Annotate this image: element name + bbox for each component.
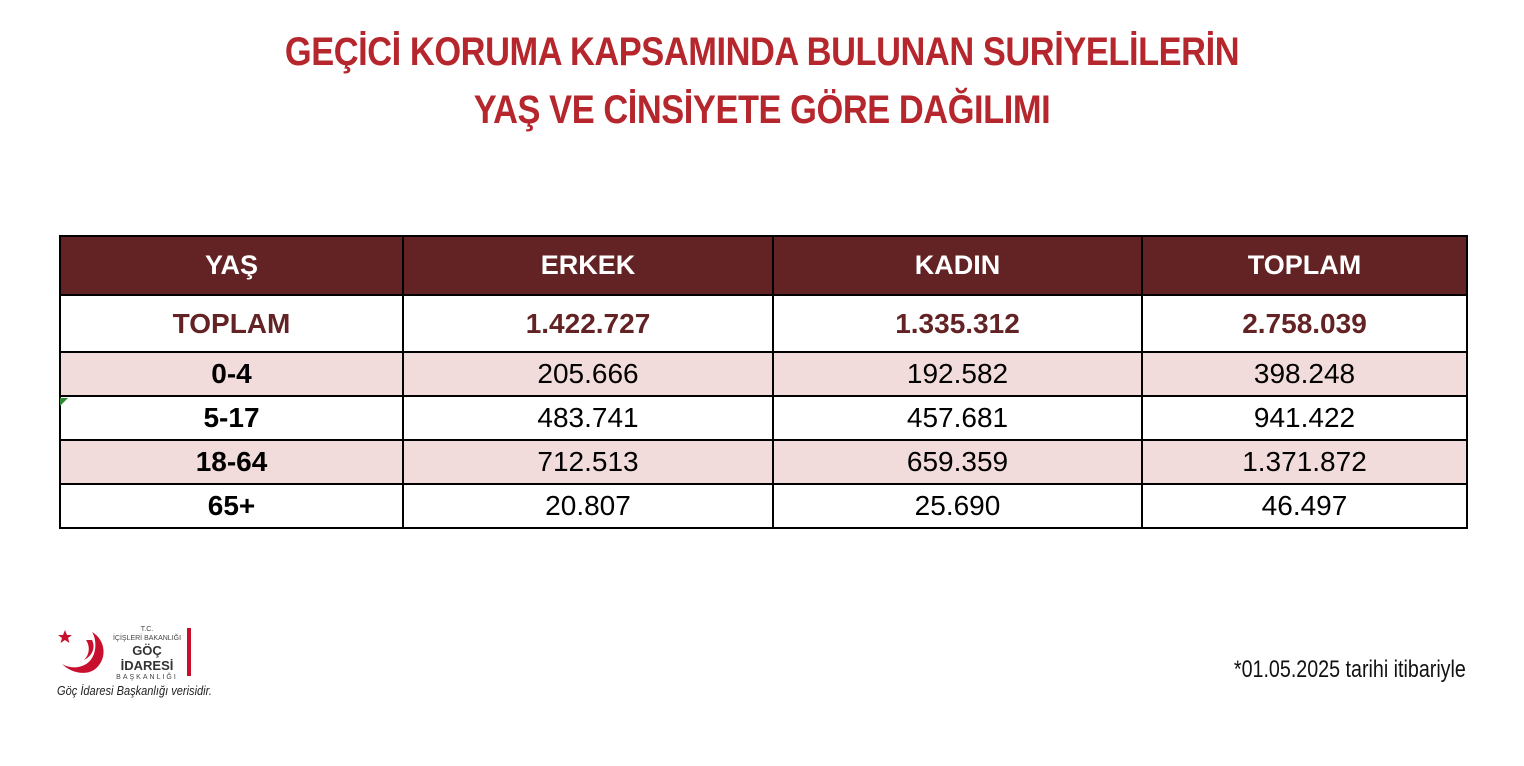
table-total-row [60,295,1467,352]
total-male: 1.422.727 [403,295,773,352]
table-row [60,352,1467,396]
logo-divider [187,628,191,676]
source-note: Göç İdaresi Başkanlığı verisidir. [57,683,212,698]
page-title-line1: GEÇİCİ KORUMA KAPSAMINDA BULUNAN SURİYELİLERİN [284,30,1240,74]
row-age: 5-17 [60,396,403,440]
cell-comment-marker [60,398,68,406]
row-total: 46.497 [1142,484,1467,528]
total-female: 1.335.312 [773,295,1142,352]
logo-ministry: İÇİŞLERİ BAKANLIĞI [112,635,182,642]
header-female: KADIN [773,236,1142,295]
row-female: 192.582 [773,352,1142,396]
row-male: 483.741 [403,396,773,440]
logo-name: GÖÇ İDARESİ [120,643,174,673]
row-total: 1.371.872 [1142,440,1467,484]
table-header-row [60,236,1467,295]
row-male: 20.807 [403,484,773,528]
row-male: 205.666 [403,352,773,396]
row-male: 712.513 [403,440,773,484]
date-footnote: *01.05.2025 tarihi itibariyle [1234,656,1466,683]
page-title-line2: YAŞ VE CİNSİYETE GÖRE DAĞILIMI [473,88,1051,132]
header-male: ERKEK [403,236,773,295]
logo-presidency: BAŞKANLIĞI [116,674,178,681]
header-age: YAŞ [60,236,403,295]
table-row [60,396,1467,440]
table-row [60,440,1467,484]
row-age: 65+ [60,484,403,528]
row-total: 398.248 [1142,352,1467,396]
table-row [60,484,1467,528]
row-female: 457.681 [773,396,1142,440]
header-total: TOPLAM [1142,236,1467,295]
logo-tc: T.C. [140,626,154,633]
row-female: 659.359 [773,440,1142,484]
row-age: 18-64 [60,440,403,484]
row-total: 941.422 [1142,396,1467,440]
logo-text [112,626,182,683]
row-age: 0-4 [60,352,403,396]
total-label: TOPLAM [60,295,403,352]
age-gender-table [59,235,1468,529]
row-female: 25.690 [773,484,1142,528]
total-all: 2.758.039 [1142,295,1467,352]
